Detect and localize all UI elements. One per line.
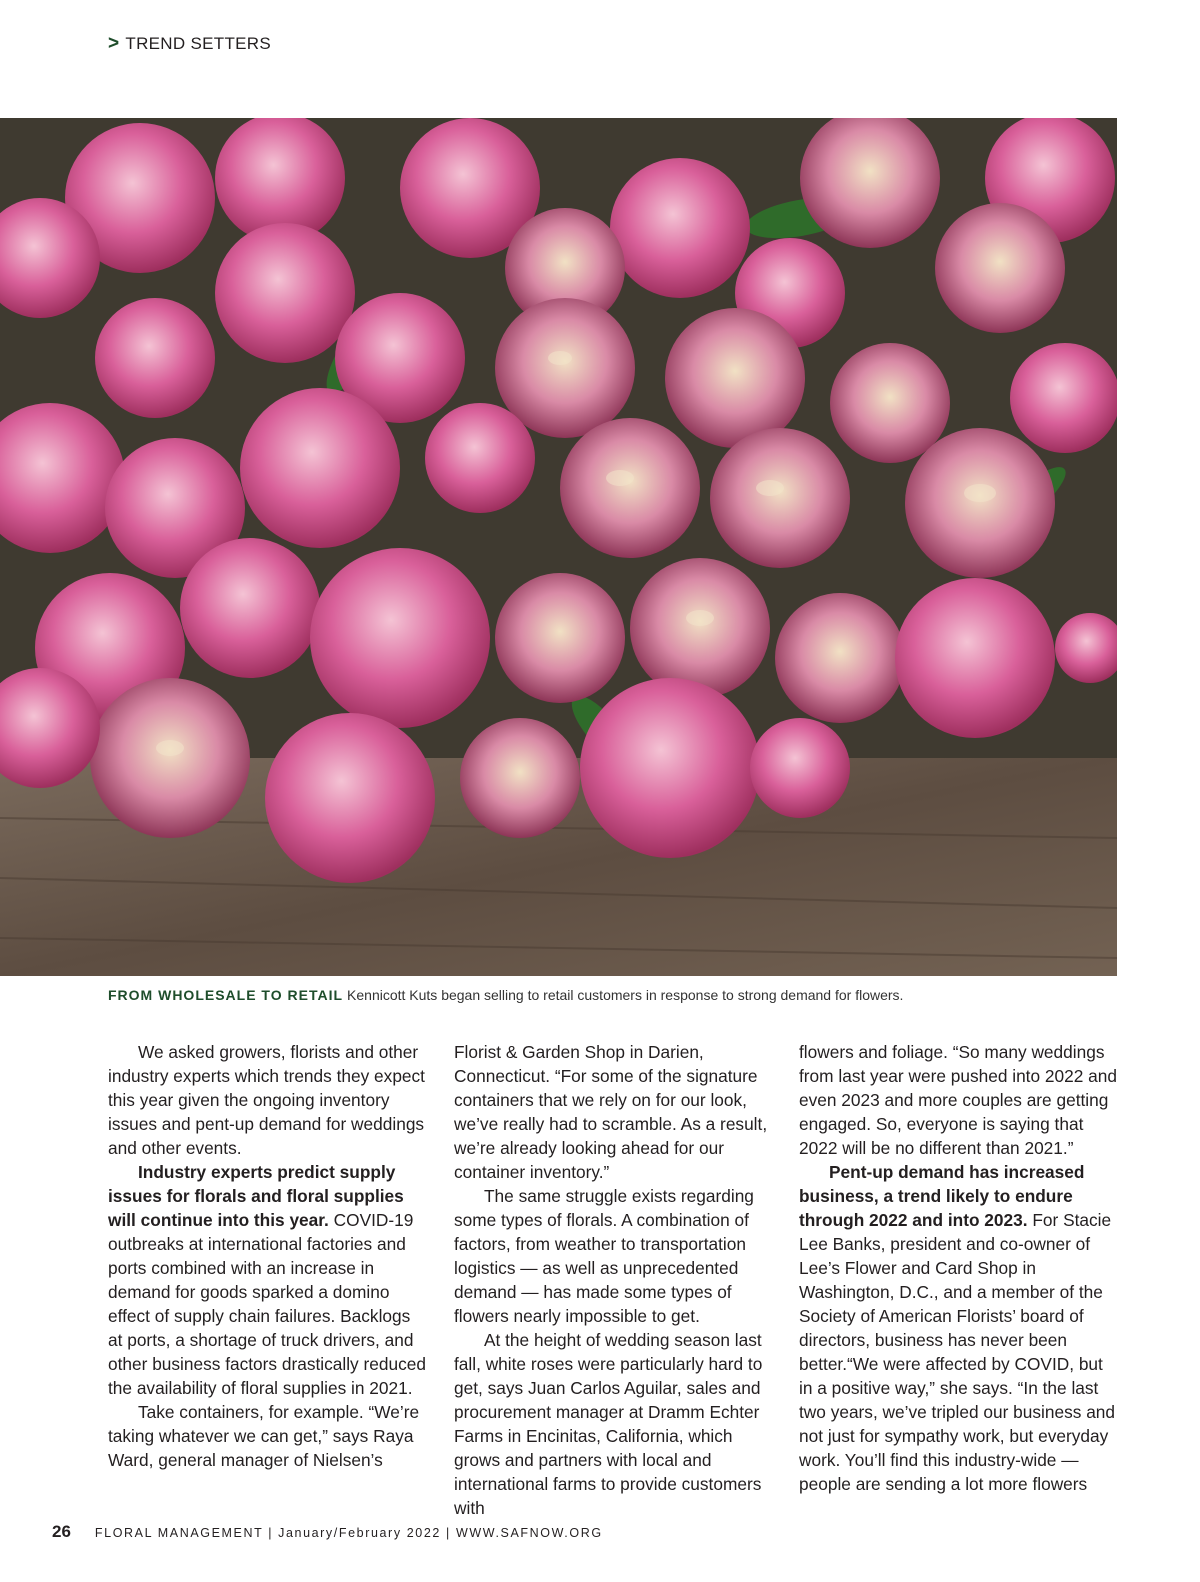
paragraph	[799, 1160, 1121, 1496]
paragraph: At the height of wedding season last fall, white roses were particularly hard to get, says Juan Carlos Aguilar, sales and procurement manager at Dramm Echter Farms in Encinitas, California, which grows and partners with local and international farms to provide customers with	[454, 1330, 763, 1518]
article-column-3	[799, 1040, 1121, 1496]
paragraph	[108, 1160, 428, 1400]
caption-text: Kennicott Kuts began selling to retail customers in response to strong demand for flowers.	[347, 987, 904, 1003]
article-column-2	[454, 1040, 774, 1520]
paragraph: Take containers, for example. “We’re taking whatever we can get,” says Raya Ward, general manager of Nielsen’s	[108, 1402, 420, 1470]
paragraph: flowers and foliage. “So many weddings from last year were pushed into 2022 and even 2023 and more couples are getting engaged. So, everyone is saying that 2022 will be no different than 2021.”	[799, 1042, 1117, 1158]
lead-in: Industry experts predict supply issues for florals and floral supplies will continue into this year.	[108, 1162, 404, 1230]
article-column-1	[108, 1040, 428, 1472]
page-number: 26	[52, 1522, 71, 1541]
paragraph: The same struggle exists regarding some types of florals. A combination of factors, from weather to transportation logistics — as well as unprecedented demand — has made some types of flowers nearly impossible to get.	[454, 1186, 754, 1326]
photo-caption	[108, 987, 1108, 1003]
section-label: TREND SETTERS	[125, 34, 271, 53]
caption-kicker: FROM WHOLESALE TO RETAIL	[108, 987, 344, 1003]
page-footer	[52, 1522, 603, 1542]
lead-in: Pent-up demand has increased business, a trend likely to endure through 2022 and into 2023.	[799, 1162, 1085, 1230]
paragraph-text: For Stacie Lee Banks, president and co-owner of Lee’s Flower and Card Shop in Washington, D.C., and a member of the Society of American Florists’ board of directors, business has never been better.“We were affected by COVID, but in a positive way,” she says. “In the last two years, we’ve tripled our business and not just for sympathy work, but everyday work. You’ll find this industry-wide — people are sending a lot more flowers	[799, 1210, 1116, 1494]
chevron-right-icon: >	[108, 33, 120, 54]
paragraph: Florist & Garden Shop in Darien, Connecticut. “For some of the signature containers that we rely on for our look, we’ve really had to scramble. As a result, we’re already looking ahead for our container inventory.”	[454, 1042, 768, 1182]
paragraph-text: COVID-19 outbreaks at international factories and ports combined with an increase in demand for goods sparked a domino effect of supply chain failures. Backlogs at ports, a shortage of truck drivers, and other business factors drastically reduced the availability of floral supplies in 2021.	[108, 1210, 426, 1398]
paragraph: We asked growers, florists and other industry experts which trends they expect this year given the ongoing inventory issues and pent-up demand for weddings and other events.	[108, 1042, 425, 1158]
section-header	[108, 33, 271, 55]
peony-photo	[0, 118, 1117, 976]
footer-text: FLORAL MANAGEMENT | January/February 2022 | WWW.SAFNOW.ORG	[94, 1526, 603, 1540]
